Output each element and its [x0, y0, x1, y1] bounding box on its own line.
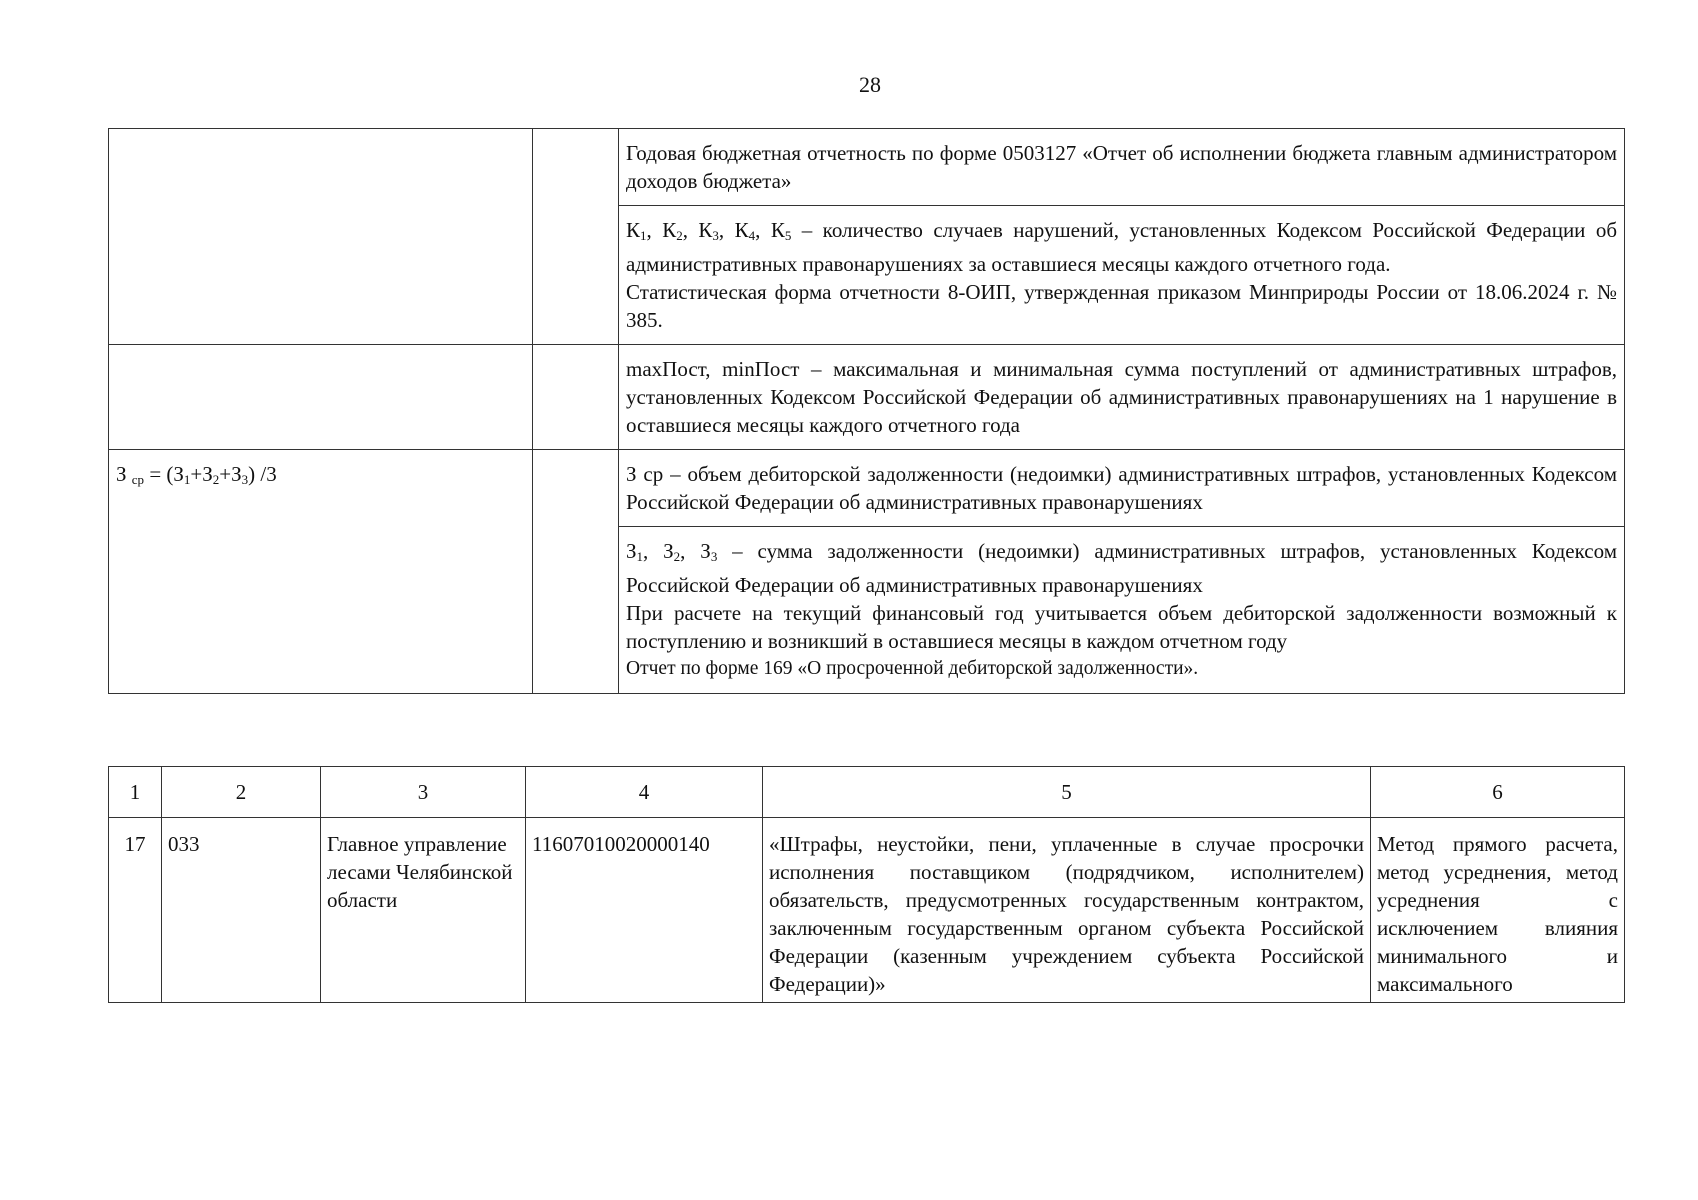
k-description: $К_1$, $К_2$, $К_3$, $К_4$, $К_5$ – количество случаев нарушений, установленных Кодексом Российской Федерации об административных правонарушениях за оставшиеся месяцы каждого отчетного года. [626, 218, 1618, 276]
z-description: $З_1$, $З_2$, $З_3$ – сумма задолженности (недоимки) административных штрафов, установленных Кодексом Российской Федерации об административных правонарушениях [626, 539, 1617, 597]
formula-cell-empty-2 [109, 345, 533, 450]
header-col-3: 3 [321, 767, 526, 818]
mid-cell-empty-3 [533, 450, 619, 694]
table-row [109, 818, 1625, 1003]
header-col-1: 1 [109, 767, 162, 818]
page-number: 28 [859, 72, 881, 97]
z-avg-description-cell [619, 450, 1625, 527]
formula-table [108, 128, 1625, 694]
forecast-method: Метод прямого расчета, метод усреднения, метод усреднения с исключением влияния минимального и максимального [1371, 818, 1625, 1003]
row-number: 17 [109, 818, 162, 1003]
annual-report-text: Годовая бюджетная отчетность по форме 0503127 «Отчет об исполнении бюджета главным администратором доходов бюджета» [626, 141, 1617, 193]
mid-cell-empty-1 [533, 129, 619, 345]
header-col-6: 6 [1371, 767, 1625, 818]
k-source: Статистическая форма отчетности 8-ОИП, утвержденная приказом Минприроды России от 18.06.2024 г. № 385. [626, 280, 1617, 332]
max-min-cell [619, 345, 1625, 450]
table-header-row [109, 767, 1625, 818]
admin-name: Главное управление лесами Челябинской области [321, 818, 526, 1003]
revenue-name: «Штрафы, неустойки, пени, уплаченные в случае просрочки исполнения поставщиком (подрядчиком, исполнителем) обязательств, предусмотренных государственным контрактом, заключенным государственным органом субъекта Российской Федерации (казенным учреждением субъекта Российской Федерации)» [763, 818, 1371, 1003]
revenue-table [108, 766, 1625, 1003]
admin-code: 033 [162, 818, 321, 1003]
z-average-formula: З $_{ср} = (З_1+З_2+З_3)$ /3 [116, 462, 277, 487]
formula-cell-z [109, 450, 533, 694]
z-avg-description: З ср – объем дебиторской задолженности (недоимки) административных штрафов, установленных Кодексом Российской Федерации об административных правонарушениях [626, 462, 1617, 514]
formula-cell-empty-1 [109, 129, 533, 345]
max-min-text: maxПост, minПост – максимальная и минимальная сумма поступлений от административных штрафов, установленных Кодексом Российской Федерации об административных правонарушениях на 1 нарушение в оставшиеся месяцы каждого отчетного года [626, 357, 1617, 437]
mid-cell-empty-2 [533, 345, 619, 450]
z-description-cell [619, 527, 1625, 694]
z-calculation-note: При расчете на текущий финансовый год учитывается объем дебиторской задолженности возможный к поступлению и возникший в оставшиеся месяцы в каждом отчетном году [626, 601, 1617, 653]
kbk-code: 11607010020000140 [526, 818, 763, 1003]
header-col-5: 5 [763, 767, 1371, 818]
source-cell-annual-report [619, 129, 1625, 206]
k-description-cell [619, 206, 1625, 345]
header-col-2: 2 [162, 767, 321, 818]
header-col-4: 4 [526, 767, 763, 818]
z-source: Отчет по форме 169 «О просроченной дебиторской задолженности». [626, 658, 1199, 679]
